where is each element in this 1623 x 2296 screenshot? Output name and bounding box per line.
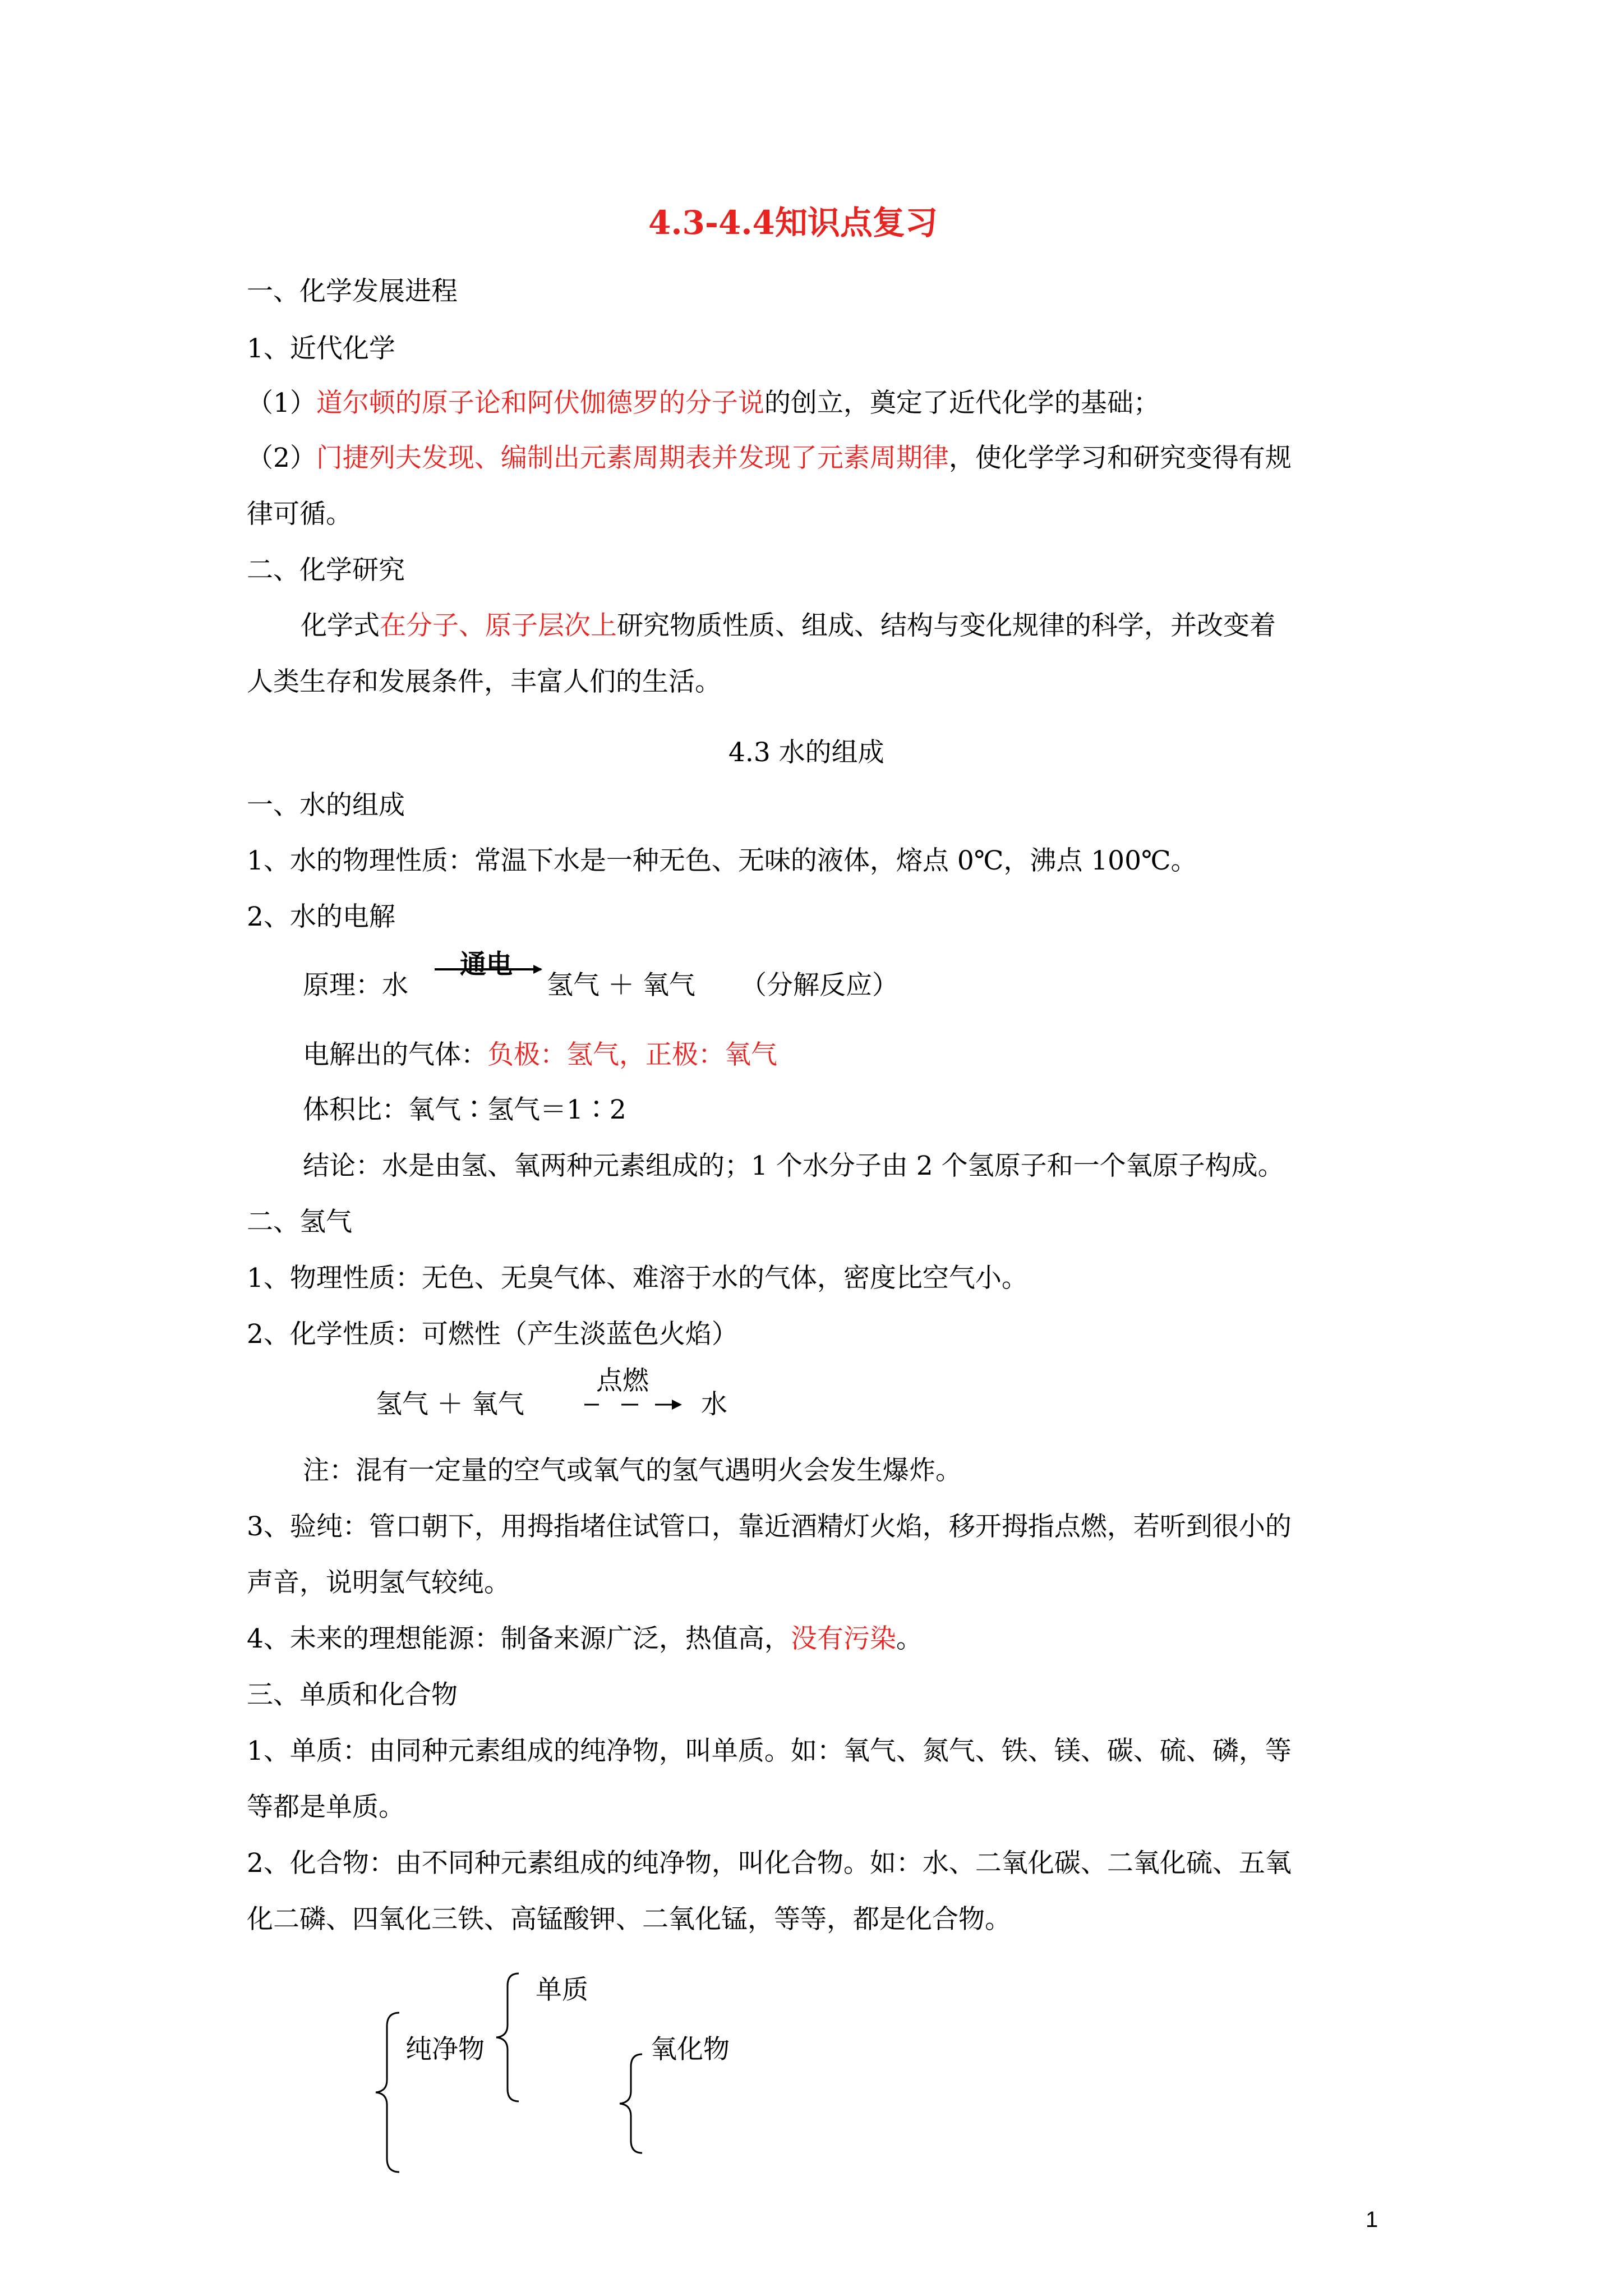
reaction-condition: 点燃 [596, 1365, 649, 1396]
section-heading: 三、单质和化合物 [247, 1680, 458, 1710]
section-heading: 一、化学发展进程 [247, 276, 458, 307]
equation-reactants: 氢气 ＋ 氧气 [376, 1389, 524, 1420]
equation-product: 水 [701, 1389, 727, 1420]
left-brace-icon [376, 2013, 399, 2172]
list-item-continuation: 化二磷、四氧化三铁、高锰酸钾、二氧化锰，等等，都是化合物。 [247, 1904, 1011, 1935]
list-item-continuation: 等都是单质。 [247, 1792, 405, 1823]
equation-note: （分解反应） [740, 970, 898, 1001]
note: 注：混有一定量的空气或氧气的氢气遇明火会发生爆炸。 [303, 1455, 962, 1486]
reaction-condition: 通电 [460, 949, 513, 980]
paragraph: 电解出的气体：负极：氢气，正极：氧气 [303, 1039, 777, 1070]
list-item: 1、单质：由同种元素组成的纯净物，叫单质。如：氧气、氮气、铁、镁、碳、硫、磷，等 [247, 1736, 1292, 1766]
arrow-right-icon [435, 965, 542, 974]
left-brace-icon [496, 1973, 519, 2101]
list-item: 1、水的物理性质：常温下水是一种无色、无味的液体，熔点 0℃，沸点 100℃。 [247, 845, 1197, 876]
section-heading: 二、化学研究 [247, 555, 405, 586]
list-item: 2、化合物：由不同种元素组成的纯净物，叫化合物。如：水、二氧化碳、二氧化硫、五氧 [247, 1848, 1292, 1879]
list-item-continuation: 声音，说明氢气较纯。 [247, 1567, 510, 1598]
section-heading: 二、氢气 [247, 1207, 352, 1237]
paragraph: （2）门捷列夫发现、编制出元素周期表并发现了元素周期律，使化学学习和研究变得有规 [247, 443, 1292, 473]
list-item: 1、物理性质：无色、无臭气体、难溶于水的气体，密度比空气小。 [247, 1263, 1028, 1294]
page-number: 1 [1366, 2207, 1378, 2232]
paragraph: 化学式在分子、原子层次上研究物质性质、组成、结构与变化规律的科学，并改变着 [301, 610, 1276, 641]
paragraph: 结论：水是由氢、氧两种元素组成的；1 个水分子由 2 个氢原子和一个氧原子构成。 [303, 1151, 1284, 1181]
diagram-label-pure: 纯净物 [405, 2034, 485, 2065]
section-title: 4.3 水的组成 [728, 737, 884, 768]
paragraph: 体积比：氧气∶氢气＝1∶2 [303, 1094, 626, 1125]
left-brace-icon [620, 2054, 642, 2153]
list-item: 4、未来的理想能源：制备来源广泛，热值高，没有污染。 [247, 1623, 923, 1654]
subsection-heading: 1、近代化学 [247, 333, 395, 364]
paragraph-continuation: 律可循。 [247, 499, 352, 530]
diagram-label-oxide: 氧化物 [651, 2034, 730, 2065]
list-item: 2、化学性质：可燃性（产生淡蓝色火焰） [247, 1319, 738, 1350]
list-item: 2、水的电解 [247, 901, 395, 932]
page-title: 4.3-4.4知识点复习 [648, 204, 938, 242]
arrow-right-icon [584, 1400, 682, 1410]
paragraph-continuation: 人类生存和发展条件，丰富人们的生活。 [247, 666, 721, 697]
paragraph: （1）道尔顿的原子论和阿伏伽德罗的分子说的创立，奠定了近代化学的基础； [247, 388, 1160, 418]
list-item: 3、验纯：管口朝下，用拇指堵住试管口，靠近酒精灯火焰，移开拇指点燃，若听到很小的 [247, 1511, 1292, 1542]
equation-products: 氢气 ＋ 氧气 [547, 970, 695, 1001]
diagram-label-element: 单质 [536, 1975, 588, 2005]
section-heading: 一、水的组成 [247, 790, 405, 821]
equation-label: 原理：水 [303, 970, 408, 1001]
